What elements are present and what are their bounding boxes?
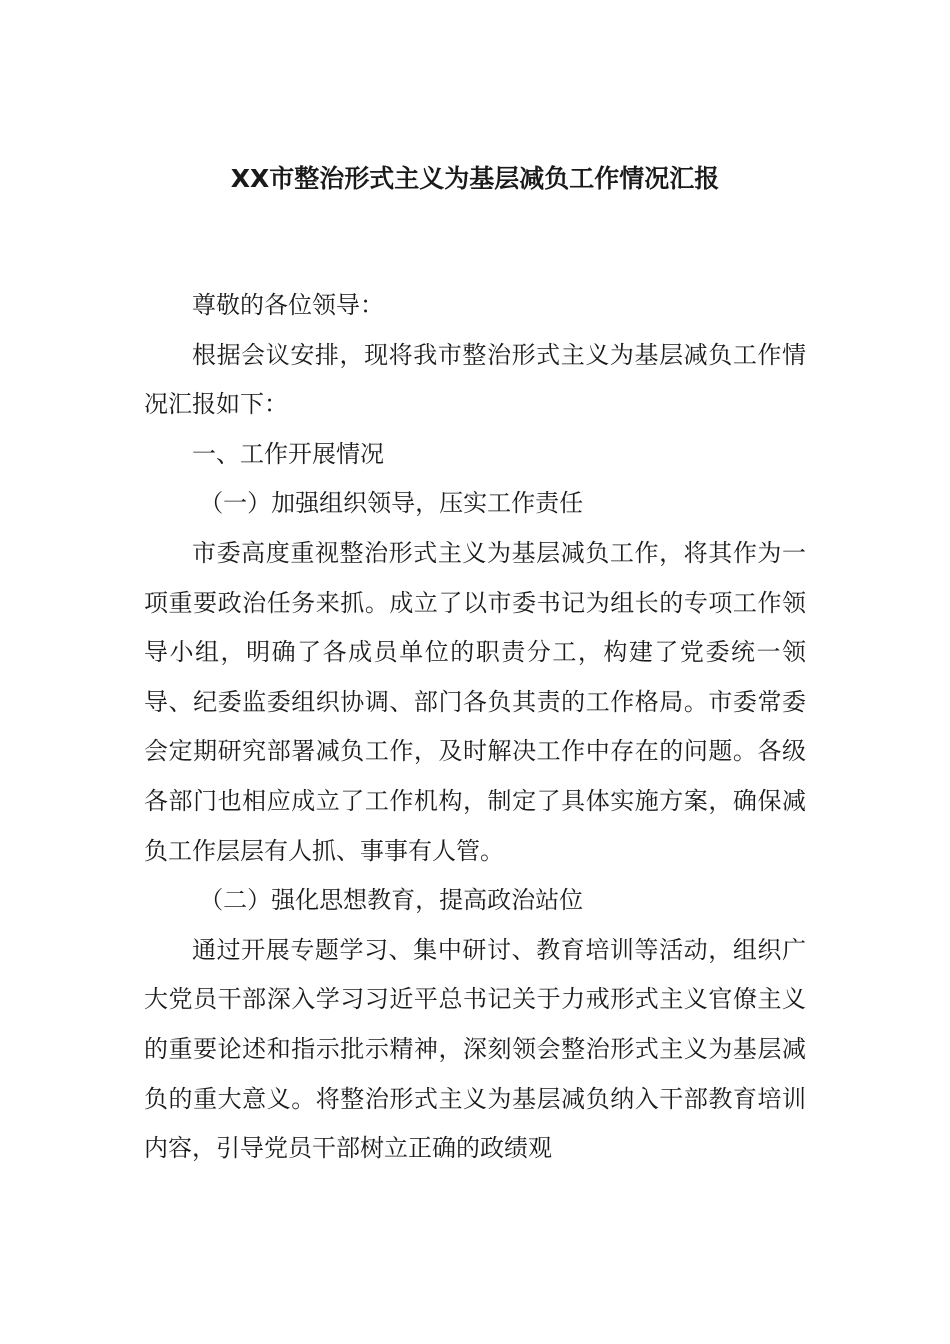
document-title: XX市整治形式主义为基层减负工作情况汇报 xyxy=(230,164,720,193)
section-heading: 一、工作开展情况 xyxy=(192,439,384,468)
body-paragraph: 通过开展专题学习、集中研讨、教育培训等活动，组织广大党员干部深入学习习近平总书记关于力戒形式主义官僚主义的重要论述和指示批示精神，深刻领会整治形式主义为基层减负的重大意义。将整治形式主义为基层减负纳入干部教育培训内容，引导党员干部树立正确的政绩观 xyxy=(144,935,806,1163)
subsection-heading: （二）强化思想教育，提高政治站位 xyxy=(199,886,584,915)
salutation: 尊敬的各位领导： xyxy=(192,291,384,319)
subsection-heading: （一）加强组织领导，压实工作责任 xyxy=(199,489,584,518)
body-paragraph: 市委高度重视整治形式主义为基层减负工作，将其作为一项重要政治任务来抓。成立了以市委书记为组长的专项工作领导小组，明确了各成员单位的职责分工，构建了党委统一领导、纪委监委组织协调、部门各负其责的工作格局。市委常委会定期研究部署减负工作，及时解决工作中存在的问题。各级各部门也相应成立了工作机构，制定了具体实施方案，确保减负工作层层有人抓、事事有人管。 xyxy=(144,538,806,865)
document-body xyxy=(144,281,806,1174)
intro-paragraph: 根据会议安排，现将我市整治形式主义为基层减负工作情况汇报如下： xyxy=(144,340,806,419)
